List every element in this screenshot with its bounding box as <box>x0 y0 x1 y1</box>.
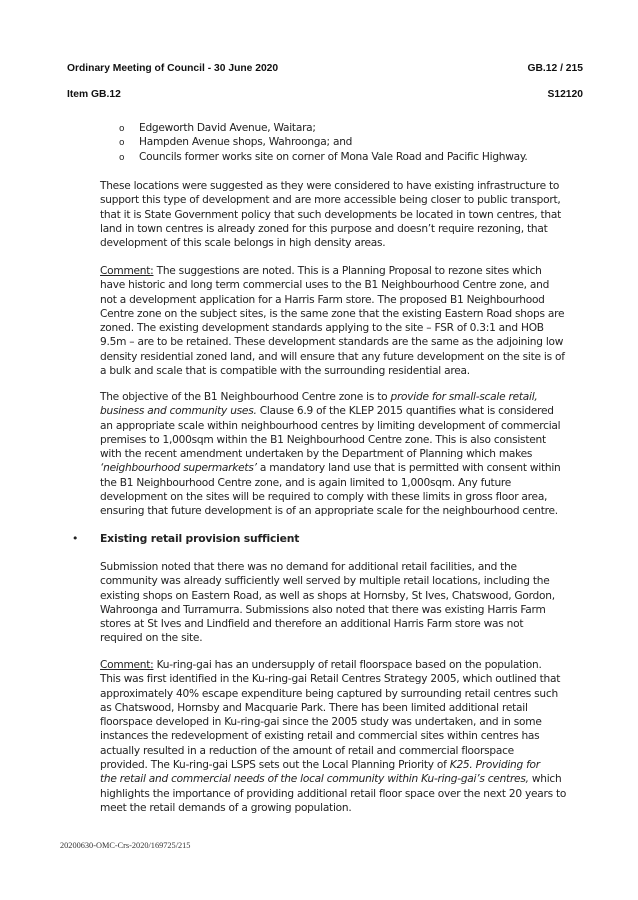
text-segment: 9.5m – are to be retained. These development standards are the same as the adjoining low <box>100 336 564 349</box>
text-segment: not a development application for a Harris Farm store. The proposed B1 Neighbourhood <box>100 293 545 306</box>
comment-label: Comment: <box>100 659 154 671</box>
text-segment: ‘neighbourhood supermarkets’ <box>100 462 257 475</box>
text-segment: a mandatory land use that is permitted with consent within <box>256 462 561 475</box>
text-segment: highlights the importance of providing additional retail floor space over the next 20 years to <box>100 787 567 800</box>
section-heading-text: Existing retail provision sufficient <box>100 532 300 545</box>
text-segment: business and community uses. <box>100 405 257 418</box>
text-line <box>100 350 565 364</box>
text-segment: development of this scale belongs in high density areas. <box>100 237 386 250</box>
text-segment: Clause 6.9 of the KLEP 2015 quantifies what is considered <box>256 405 554 418</box>
text-segment: meet the retail demands of a growing population. <box>100 801 352 814</box>
text-segment: The objective of the B1 Neighbourhood Centre zone is to <box>100 391 391 403</box>
text-segment: an appropriate scale within neighbourhood centres by limiting development of commercial <box>100 419 561 432</box>
text-segment: actually resulted in a reduction of the amount of retail and commercial floorspace <box>100 744 514 757</box>
meeting-title: Ordinary Meeting of Council - 30 June 2020 <box>67 63 279 74</box>
text-segment: land in town centres is already zoned for this purpose and doesn’t require rezoning, that <box>100 222 548 235</box>
text-line <box>100 701 566 715</box>
text-segment: Ku-ring-gai has an undersupply of retail floorspace based on the population. <box>153 659 542 671</box>
text-segment: a bulk and scale that is compatible with the surrounding residential area. <box>100 365 470 378</box>
text-segment: development on the sites will be required to comply with these limits in gross floor area, <box>100 491 548 504</box>
list-item-text: Councils former works site on corner of Mona Vale Road and Pacific Highway. <box>139 150 528 163</box>
text-segment: stores at St Ives and Lindfield and therefore an additional Harris Farm store was not <box>100 618 524 631</box>
text-line <box>100 744 566 758</box>
text-line <box>100 490 561 504</box>
list-item-text: Edgeworth David Avenue, Waitara; <box>139 122 316 134</box>
text-segment: K25. Providing for <box>449 759 540 772</box>
text-line <box>100 335 565 349</box>
text-line <box>100 447 561 461</box>
text-line <box>100 801 566 815</box>
text-line <box>100 658 566 672</box>
text-line <box>100 772 566 786</box>
text-line <box>100 364 565 378</box>
text-segment: the B1 Neighbourhood Centre zone, and is again limited to 1,000sqm. Any future <box>100 476 512 489</box>
text-segment: instances the redevelopment of existing retail and commercial sites within centres has <box>100 730 540 743</box>
text-line <box>100 179 561 193</box>
sub-bullet-list <box>119 121 528 164</box>
list-item <box>119 150 528 164</box>
text-line <box>100 222 561 236</box>
text-line <box>100 787 566 801</box>
text-line <box>100 419 561 433</box>
text-line <box>100 193 561 207</box>
text-line <box>100 278 565 292</box>
paragraph-comment-undersupply <box>100 658 566 815</box>
document-footer: 20200630-OMC-Crs-2020/169725/215 <box>60 841 191 850</box>
text-line <box>100 617 555 631</box>
text-segment: as Chatswood, Hornsby and Macquarie Park. There has been limited additional retail <box>100 701 528 714</box>
text-line <box>100 758 566 772</box>
text-segment: density residential zoned land, and will ensure that any future development on the site is of <box>100 350 565 363</box>
text-line <box>100 729 566 743</box>
text-segment: zoned. The existing development standards applying to the site – FSR of 0.3:1 and HOB <box>100 322 544 335</box>
text-segment: support this type of development and are more accessible being closer to public transport, <box>100 194 561 207</box>
text-line <box>100 307 565 321</box>
text-line <box>100 504 561 518</box>
text-line <box>100 390 561 404</box>
text-segment: which <box>528 773 562 786</box>
page-reference: GB.12 / 215 <box>527 63 583 74</box>
text-segment: required on the site. <box>100 632 203 645</box>
text-line <box>100 293 565 307</box>
text-segment: that it is State Government policy that such developments be located in town centres, that <box>100 208 561 221</box>
text-segment: provide for small-scale retail, <box>390 391 538 403</box>
text-line <box>100 560 555 574</box>
section-heading <box>72 532 299 545</box>
text-line <box>100 236 561 250</box>
text-segment: with the recent amendment undertaken by the Department of Planning which makes <box>100 448 533 461</box>
text-segment: floorspace developed in Ku-ring-gai since the 2005 study was undertaken, and in some <box>100 716 542 729</box>
circle-bullet-icon: o <box>119 152 125 163</box>
text-line <box>100 603 555 617</box>
item-number: Item GB.12 <box>67 89 121 100</box>
text-segment: The suggestions are noted. This is a Planning Proposal to rezone sites which <box>153 265 542 277</box>
bullet-icon: • <box>72 532 79 545</box>
circle-bullet-icon: o <box>119 124 125 134</box>
text-line <box>100 687 566 701</box>
text-line <box>100 208 561 222</box>
list-item-text: Hampden Avenue shops, Wahroonga; and <box>139 136 353 149</box>
text-line <box>100 461 561 475</box>
paragraph-comment-zoning <box>100 264 565 378</box>
text-segment: have historic and long term commercial uses to the B1 Neighbourhood Centre zone, and <box>100 279 550 292</box>
paragraph-locations <box>100 179 561 250</box>
text-segment: This was first identified in the Ku-ring-gai Retail Centres Strategy 2005, which outlined that <box>100 673 561 686</box>
text-line <box>100 631 555 645</box>
text-line <box>100 404 561 418</box>
paragraph-b1-objective <box>100 390 561 519</box>
text-line <box>100 433 561 447</box>
text-segment: premises to 1,000sqm within the B1 Neighbourhood Centre zone. This is also consistent <box>100 433 546 446</box>
text-line <box>100 321 565 335</box>
text-segment: Submission noted that there was no demand for additional retail facilities, and the <box>100 561 517 573</box>
text-segment: These locations were suggested as they were considered to have existing infrastructure to <box>100 180 560 192</box>
list-item <box>119 135 528 149</box>
text-segment: Centre zone on the subject sites, is the same zone that the existing Eastern Road shops are <box>100 307 565 320</box>
text-segment: existing shops on Eastern Road, as well as shops at Hornsby, St Ives, Chatswood, Gordon, <box>100 589 555 602</box>
text-segment: approximately 40% escape expenditure being captured by surrounding retail centres such <box>100 687 558 700</box>
text-segment: the retail and commercial needs of the local community within Ku-ring-gai’s centres, <box>100 773 529 786</box>
text-segment: provided. The Ku-ring-gai LSPS sets out the Local Planning Priority of <box>100 759 450 772</box>
text-line <box>100 589 555 603</box>
text-segment: Wahroonga and Turramurra. Submissions also noted that there was existing Harris Farm <box>100 603 546 616</box>
text-line <box>100 672 566 686</box>
list-item <box>119 121 528 135</box>
comment-label: Comment: <box>100 265 154 277</box>
text-segment: ensuring that future development is of an appropriate scale for the neighbourhood centre. <box>100 505 558 518</box>
paragraph-submission <box>100 560 555 646</box>
text-line <box>100 264 565 278</box>
text-line <box>100 715 566 729</box>
text-line <box>100 476 561 490</box>
circle-bullet-icon: o <box>119 138 125 149</box>
document-code: S12120 <box>547 89 583 100</box>
text-line <box>100 574 555 588</box>
text-segment: community was already sufficiently well served by multiple retail locations, including the <box>100 575 550 588</box>
